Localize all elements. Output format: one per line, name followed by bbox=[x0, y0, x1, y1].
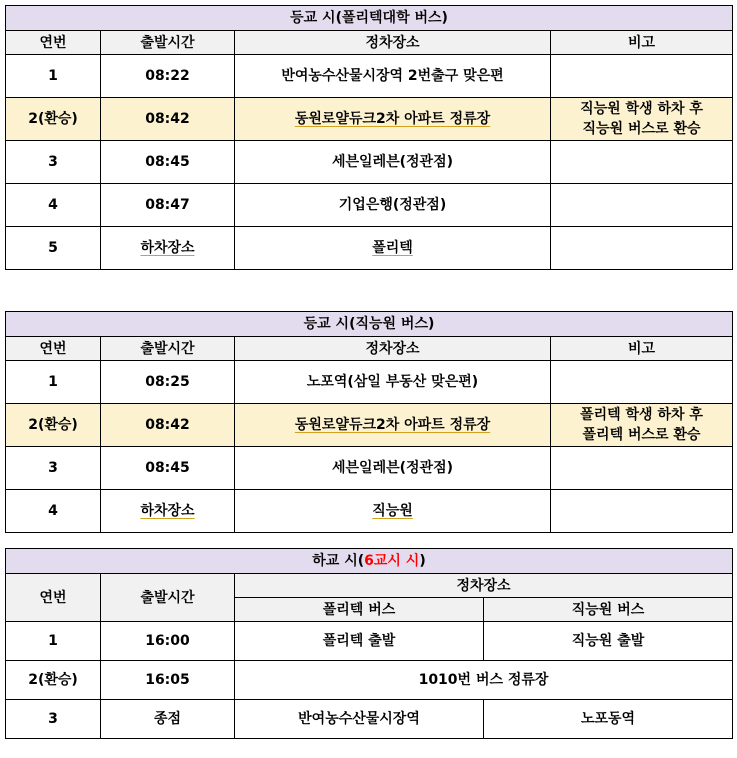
header-no: 연번 bbox=[6, 574, 101, 622]
place-text: 동원로얄듀크2차 아파트 정류장 bbox=[294, 417, 491, 433]
cell-place bbox=[235, 490, 551, 533]
cell-place: 세븐일레븐(정관점) bbox=[235, 141, 551, 184]
cell-no: 3 bbox=[6, 447, 101, 490]
cell-no: 1 bbox=[6, 55, 101, 98]
note-line-2: 폴리텍 버스로 환승 bbox=[582, 427, 701, 443]
cell-no: 2(환승) bbox=[6, 98, 101, 141]
cell-no: 5 bbox=[6, 227, 101, 270]
table-title-row bbox=[6, 312, 733, 337]
header-time: 출발시간 bbox=[101, 337, 235, 361]
title-suffix: ) bbox=[419, 553, 426, 569]
cell-place bbox=[235, 404, 551, 447]
cell-no: 3 bbox=[6, 700, 101, 739]
cell-note bbox=[551, 447, 733, 490]
afternoon-return-table bbox=[5, 548, 733, 739]
table-header-row bbox=[6, 337, 733, 361]
table-row bbox=[6, 361, 733, 404]
time-text: 하차장소 bbox=[140, 240, 195, 256]
cell-bus-polytech: 반여농수산물시장역 bbox=[235, 700, 484, 739]
note-line-1: 폴리텍 학생 하차 후 bbox=[580, 407, 703, 423]
table-row bbox=[6, 184, 733, 227]
table-header-row bbox=[6, 574, 733, 598]
cell-no: 2(환승) bbox=[6, 661, 101, 700]
table-row bbox=[6, 141, 733, 184]
cell-no: 4 bbox=[6, 184, 101, 227]
cell-time: 08:47 bbox=[101, 184, 235, 227]
table-row bbox=[6, 700, 733, 739]
table-row bbox=[6, 227, 733, 270]
cell-bus-polytech: 폴리텍 출발 bbox=[235, 622, 484, 661]
header-note: 비고 bbox=[551, 337, 733, 361]
header-no: 연번 bbox=[6, 337, 101, 361]
table-title-row bbox=[6, 6, 733, 31]
title-prefix: 하교 시( bbox=[312, 553, 365, 569]
header-place: 정차장소 bbox=[235, 574, 733, 598]
cell-time: 종점 bbox=[101, 700, 235, 739]
cell-note bbox=[551, 227, 733, 270]
cell-note bbox=[551, 490, 733, 533]
cell-no: 1 bbox=[6, 622, 101, 661]
header-no: 연번 bbox=[6, 31, 101, 55]
table-row-highlighted bbox=[6, 98, 733, 141]
cell-time: 16:05 bbox=[101, 661, 235, 700]
cell-no: 4 bbox=[6, 490, 101, 533]
table-row-highlighted bbox=[6, 404, 733, 447]
table-row bbox=[6, 661, 733, 700]
cell-time: 08:42 bbox=[101, 98, 235, 141]
cell-note bbox=[551, 361, 733, 404]
cell-time bbox=[101, 490, 235, 533]
cell-place: 기업은행(정관점) bbox=[235, 184, 551, 227]
cell-time: 08:42 bbox=[101, 404, 235, 447]
cell-place: 반여농수산물시장역 2번출구 맞은편 bbox=[235, 55, 551, 98]
header-time: 출발시간 bbox=[101, 31, 235, 55]
table-title: 등교 시(폴리텍대학 버스) bbox=[6, 6, 733, 31]
header-note: 비고 bbox=[551, 31, 733, 55]
cell-place: 세븐일레븐(정관점) bbox=[235, 447, 551, 490]
cell-no: 3 bbox=[6, 141, 101, 184]
table-row bbox=[6, 490, 733, 533]
cell-note bbox=[551, 55, 733, 98]
note-line-1: 직능원 학생 하차 후 bbox=[580, 101, 703, 117]
title-period: 6교시 시 bbox=[364, 553, 420, 569]
table-title bbox=[6, 549, 733, 574]
place-text: 동원로얄듀크2차 아파트 정류장 bbox=[294, 111, 491, 127]
header-place: 정차장소 bbox=[235, 31, 551, 55]
cell-bus-kjob: 직능원 출발 bbox=[484, 622, 733, 661]
cell-note bbox=[551, 184, 733, 227]
cell-place bbox=[235, 98, 551, 141]
place-text: 직능원 bbox=[372, 503, 413, 519]
morning-kjob-bus-table bbox=[5, 311, 733, 533]
cell-no: 1 bbox=[6, 361, 101, 404]
cell-bus-kjob: 노포동역 bbox=[484, 700, 733, 739]
cell-time: 08:45 bbox=[101, 141, 235, 184]
place-text: 폴리텍 bbox=[372, 240, 413, 256]
note-line-2: 직능원 버스로 환승 bbox=[582, 121, 701, 137]
table-row bbox=[6, 55, 733, 98]
table-header-row bbox=[6, 31, 733, 55]
cell-merged-place: 1010번 버스 정류장 bbox=[235, 661, 733, 700]
cell-note bbox=[551, 98, 733, 141]
cell-note bbox=[551, 404, 733, 447]
header-place: 정차장소 bbox=[235, 337, 551, 361]
time-text: 하차장소 bbox=[140, 503, 195, 519]
table-title-row bbox=[6, 549, 733, 574]
cell-place bbox=[235, 227, 551, 270]
cell-time: 08:22 bbox=[101, 55, 235, 98]
table-title: 등교 시(직능원 버스) bbox=[6, 312, 733, 337]
cell-place: 노포역(삼일 부동산 맞은편) bbox=[235, 361, 551, 404]
table-row bbox=[6, 447, 733, 490]
cell-time: 08:25 bbox=[101, 361, 235, 404]
cell-note bbox=[551, 141, 733, 184]
cell-time bbox=[101, 227, 235, 270]
table-row bbox=[6, 622, 733, 661]
cell-time: 08:45 bbox=[101, 447, 235, 490]
header-bus-polytech: 폴리텍 버스 bbox=[235, 598, 484, 622]
header-time: 출발시간 bbox=[101, 574, 235, 622]
morning-polytech-bus-table bbox=[5, 5, 733, 270]
cell-no: 2(환승) bbox=[6, 404, 101, 447]
cell-time: 16:00 bbox=[101, 622, 235, 661]
header-bus-kjob: 직능원 버스 bbox=[484, 598, 733, 622]
